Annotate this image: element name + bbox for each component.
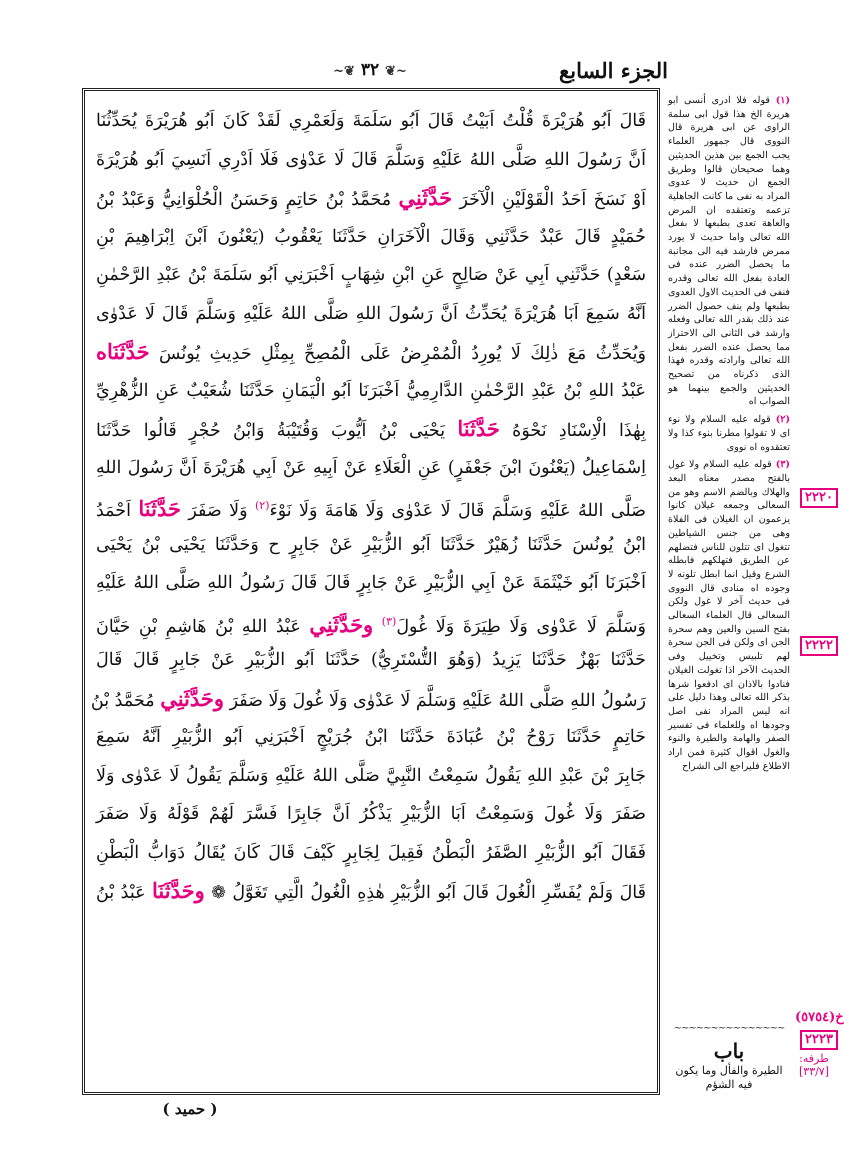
main-text <box>90 102 647 1082</box>
divider: ~~~~~~~~~~~~~~~ <box>673 1023 785 1034</box>
text-line <box>96 718 646 757</box>
ornament-right-icon: ❦~ <box>385 64 407 79</box>
footnote <box>668 413 790 454</box>
text-segment: اِسْمَاعِيلُ (يَعْنُونَ ابْنَ جَعْفَرٍ) عَنِ الْعَلَاءِ عَنْ اَبِيهِ عَنْ اَبِي هُرَيْرَةَ اَنَّ رَسُولَ اللهِ <box>96 457 646 478</box>
text-segment: اَوْ نَسَخَ اَحَدُ الْقَوْلَيْنِ الْآخَرَ <box>452 190 647 210</box>
text-segment: وَيُحَدِّثُ مَعَ ذٰلِكَ لَا يُورِدُ الْمُمْرِضُ عَلَى الْمُصِحِّ بِمِثْلِ حَدِيثِ يُونُسَ <box>149 344 646 364</box>
text-line <box>96 757 646 796</box>
text-segment <box>373 616 382 636</box>
text-segment: حُمَيْدٍ قَالَ عَبْدٌ حَدَّثَنِي وَقَالَ الْآخَرَانِ حَدَّثَنَا يَعْقُوبُ (يَعْنُونَ اَبْنَ اِبْرَاهِيمَ بْنِ <box>96 226 646 247</box>
text-segment: صَلَّى اللهُ عَلَيْهِ وَسَلَّمَ قَالَ لَا عَدْوٰى وَلَا هَامَةَ وَلَا نَوْءَ <box>269 500 647 521</box>
footnote-text: قوله عليه السلام ولا غول بالفتح مصدر معناه البعد والهلاك وبالضم الاسم وهو من السعالى وجمعه غيلان كانوا يزعمون ان الغيلان فى الفلاة وهى من جنس الشياطين تتغول اى تتلون للناس فتضلهم عن الطريق فتهلكهم فابطله الشرع وقيل انما ابطل تلونه لا وجوده اه منادى قال النووى فى حديث آخر لا غول ولكن السعالى قال العلماء السعالى بفتح السين والعين وهم سحرة الجن اى ولكن فى الجن سحرة لهم تلبيس وتخييل وفى الحديث الآخر اذا تغولت الغيلان فنادوا بالاذان اى ادفعوا شرها بذكر الله تعالى وهذا دليل على انه ليس المراد نفى اصل وجودها اه وللعلماء فى تفسير الصفر والهامة والطيرة والنوء والغول اقوال كثيرة فمن اراد الاطلاع فليراجع الى الشراح <box>668 459 790 772</box>
text-segment: بِهٰذَا الْاِسْنَادِ نَحْوَهُ <box>499 421 646 441</box>
text-segment: اَحْمَدُ <box>96 500 139 521</box>
hadith-number-badge: ٢٢٢٠ <box>800 488 838 508</box>
text-line <box>96 603 646 642</box>
text-line <box>96 449 646 488</box>
text-segment: ابْنُ يُونُسَ حَدَّثَنَا زُهَيْرٌ حَدَّثَنَا اَبُو الزُّبَيْرِ عَنْ جَابِرٍ ح وَحَدَّثَنَا يَحْيَى بْنُ يَحْيَى <box>96 534 646 555</box>
bukhari-reference: خ(٥٧٥٤) <box>795 1010 844 1025</box>
text-segment: مُحَمَّدُ بْنُ <box>90 690 161 711</box>
text-segment: عَبْدُ اللهِ بْنُ هَاشِمِ بْنِ حَيَّانَ <box>96 616 310 637</box>
text-segment: عَبْدُ بْنُ <box>96 883 153 903</box>
narration-marker: حَدَّثَنِي <box>398 185 453 210</box>
text-segment: وَسَلَّمَ لَا عَدْوٰى وَلَا طِيَرَةَ وَلَا غُولَ <box>396 616 646 637</box>
text-line <box>96 102 646 141</box>
text-line <box>96 333 646 372</box>
text-line <box>96 256 646 295</box>
text-line <box>96 410 646 449</box>
text-segment: اَنَّ رَسُولَ اللهِ صَلَّى اللهُ عَلَيْهِ وَسَلَّمَ قَالَ لَا عَدْوٰى فَلَا اَدْرِي اَنَسِيَ اَبُو هُرَيْرَةَ <box>96 149 646 170</box>
text-segment: عَبْدُ اللهِ بْنُ عَبْدِ الرَّحْمٰنِ الدَّارِمِيُّ اَخْبَرَنَا اَبُو الْيَمَانِ حَدَّثَنَا شُعَيْبٌ عَنِ الزُّهْرِيِّ <box>96 380 646 401</box>
text-line <box>96 526 646 565</box>
text-line <box>96 795 646 834</box>
footnote-number: (١) <box>775 95 790 106</box>
narration-marker: حَدَّثَنَاه <box>96 339 150 364</box>
text-line <box>96 834 646 873</box>
footnote <box>668 94 790 409</box>
page-number <box>300 60 440 80</box>
text-segment: اَخْبَرَنَا اَبُو خَيْثَمَةَ عَنْ اَبِي الزُّبَيْرِ عَنْ جَابِرٍ قَالَ قَالَ رَسُولُ اللهِ صَلَّى اللهُ عَلَيْهِ <box>96 573 646 593</box>
text-line <box>96 487 646 526</box>
text-segment: صَفَرَ وَلَا غُولَ وَسَمِعْتُ اَبَا الزُّبَيْرِ يَذْكُرُ اَنَّ جَابِرًا فَسَّرَ لَهُمْ قَوْلَهُ وَلَا صَفَرَ <box>96 804 646 824</box>
text-segment: حَدَّثَنَا بَهْزٌ حَدَّثَنَا يَزِيدُ (وَهُوَ التُّسْتَرِيُّ) حَدَّثَنَا اَبُو الزُّبَيْرِ عَنْ جَابِرٍ قَالَ قَالَ <box>96 650 646 670</box>
page-number-value: ٣٢ <box>360 60 380 80</box>
text-line <box>96 141 646 180</box>
chapter-heading <box>668 1020 790 1092</box>
hadith-number-badge: ٢٢٢٣ <box>800 1030 838 1050</box>
text-segment: يَحْيَى بْنُ اَيُّوبَ وَقُتَيْبَةُ وَابْنُ حُجْرٍ قَالُوا حَدَّثَنَا <box>96 421 458 441</box>
narration-marker: حَدَّثَنَا <box>138 495 181 521</box>
text-line <box>96 179 646 218</box>
footnote-text: قوله عليه السلام ولا نوء اى لا تقولوا مطرنا بنوء كذا ولا تعتقدوه اه نووى <box>668 414 790 453</box>
text-segment: جَابِرَ بْنَ عَبْدِ اللهِ يَقُولُ سَمِعْتُ النَّبِيَّ صَلَّى اللهُ عَلَيْهِ وَسَلَّمَ يَقُولُ لَا عَدْوٰى وَلَا <box>96 765 646 786</box>
footnotes-column <box>668 94 790 1024</box>
footnote <box>668 458 790 773</box>
text-segment: حَاتِمٍ حَدَّثَنَا رَوْحُ بْنُ عُبَادَةَ حَدَّثَنَا ابْنُ جُرَيْجٍ اَخْبَرَنِي اَبُو الزُّبَيْرِ اَنَّهُ سَمِعَ <box>96 727 646 747</box>
narration-marker: وحَدَّثَنِي <box>309 611 374 637</box>
text-segment: مُحَمَّدُ بْنُ حَاتِمٍ وَحَسَنُ الْحُلْوَانِيُّ وَعَبْدُ بْنُ <box>96 190 399 210</box>
text-line <box>96 218 646 257</box>
text-line <box>96 372 646 411</box>
narration-marker: وحَدَّثَنِي <box>160 685 225 711</box>
text-line <box>96 295 646 334</box>
hadith-number-badge: ٢٢٢٢ <box>800 636 838 656</box>
text-segment: فَقَالَ اَبُو الزُّبَيْرِ الصَّفَرُ الْبَطْنُ فَقِيلَ لِجَابِرٍ كَيْفَ قَالَ كَانَ يُقَالُ دَوَابُّ الْبَطْنِ <box>96 842 646 863</box>
narration-marker: وحَدَّثَنَا <box>152 878 205 903</box>
part-title: الجزء السابع <box>559 58 668 83</box>
footnote-number: (٢) <box>775 414 790 426</box>
footer-signature: ( حميد ) <box>162 1100 218 1118</box>
footnote-ref: (٣) <box>381 614 397 628</box>
text-segment: اَنَّهُ سَمِعَ اَبَا هُرَيْرَةَ يُحَدِّثُ اَنَّ رَسُولَ اللهِ صَلَّى اللهُ عَلَيْهِ وَسَلَّمَ قَالَ لَا عَدْوٰى <box>96 303 646 324</box>
text-segment: وَلَا صَفَرَ <box>180 500 255 521</box>
text-segment: سَعْدٍ) حَدَّثَنِي اَبِي عَنْ صَالِحٍ عَنِ ابْنِ شِهَابٍ اَخْبَرَنِي اَبُو سَلَمَةَ بْنُ عَبْدِ الرَّحْمٰنِ <box>96 265 646 285</box>
text-line <box>96 564 646 603</box>
text-line <box>96 872 646 911</box>
text-segment: رَسُولُ اللهِ صَلَّى اللهُ عَلَيْهِ وَسَلَّمَ لَا عَدْوٰى وَلَا غُولَ وَلَا صَفَرَ <box>224 690 646 711</box>
ornament-left-icon: ~❦ <box>333 64 355 79</box>
text-line <box>90 680 646 719</box>
text-line <box>96 641 646 680</box>
footnote-text: قوله فلا ادرى أنسى ابو هريرة الخ هذا قول ابى سلمة الراوى عن ابى هريرة قال النووى قال جمهور العلماء يجب الجمع بين هذين الحديثين وهما صحيحان قالوا وطريق الجمع ان حديث لا عدوى المراد به نفى ما كانت الجاهلية تزعمه وتعتقده ان المرض والعاهة تعدى بطبعها لا بفعل الله تعالى واما حديث لا يورد ممرض فارشد فيه الى مجانبة ما يحصل الضرر عنده فى العادة بفعل الله تعالى وقدره فنفى فى الحديث الاول العدوى بطبعها ولم ينف حصول الضرر عند ذلك بقدر الله تعالى وفعله وارشد فى الثانى الى الاحتراز مما يحصل عنده الضرر بفعل الله تعالى وارادته وقدره فهذا الذى ذكرناه من تصحيح الحديثين والجمع بينهما هو الصواب اه <box>668 95 790 408</box>
text-segment: قَالَ اَبُو هُرَيْرَةَ قُلْتُ اَبَيْتُ قَالَ اَبُو سَلَمَةَ وَلَعَمْرِي لَقَدْ كَانَ اَبُو هُرَيْرَةَ يُحَدِّثُنَا <box>96 111 646 131</box>
chapter-title: الطيرة والفأل وما يكون فيه الشؤم <box>675 1064 783 1091</box>
tarafuhu-reference: طرفه: [٣٣/٧] <box>798 1052 830 1078</box>
footnote-number: (٣) <box>775 459 790 471</box>
text-segment: قَالَ وَلَمْ يُفَسِّرِ الْغُولَ قَالَ اَبُو الزُّبَيْرِ هٰذِهِ الْغُولُ الَّتِي تَغَوَّلُ ❁ <box>204 883 646 903</box>
bab-word: باب <box>713 1039 745 1063</box>
narration-marker: حَدَّثَنَا <box>457 416 500 441</box>
footnote-ref: (٢) <box>254 499 270 512</box>
